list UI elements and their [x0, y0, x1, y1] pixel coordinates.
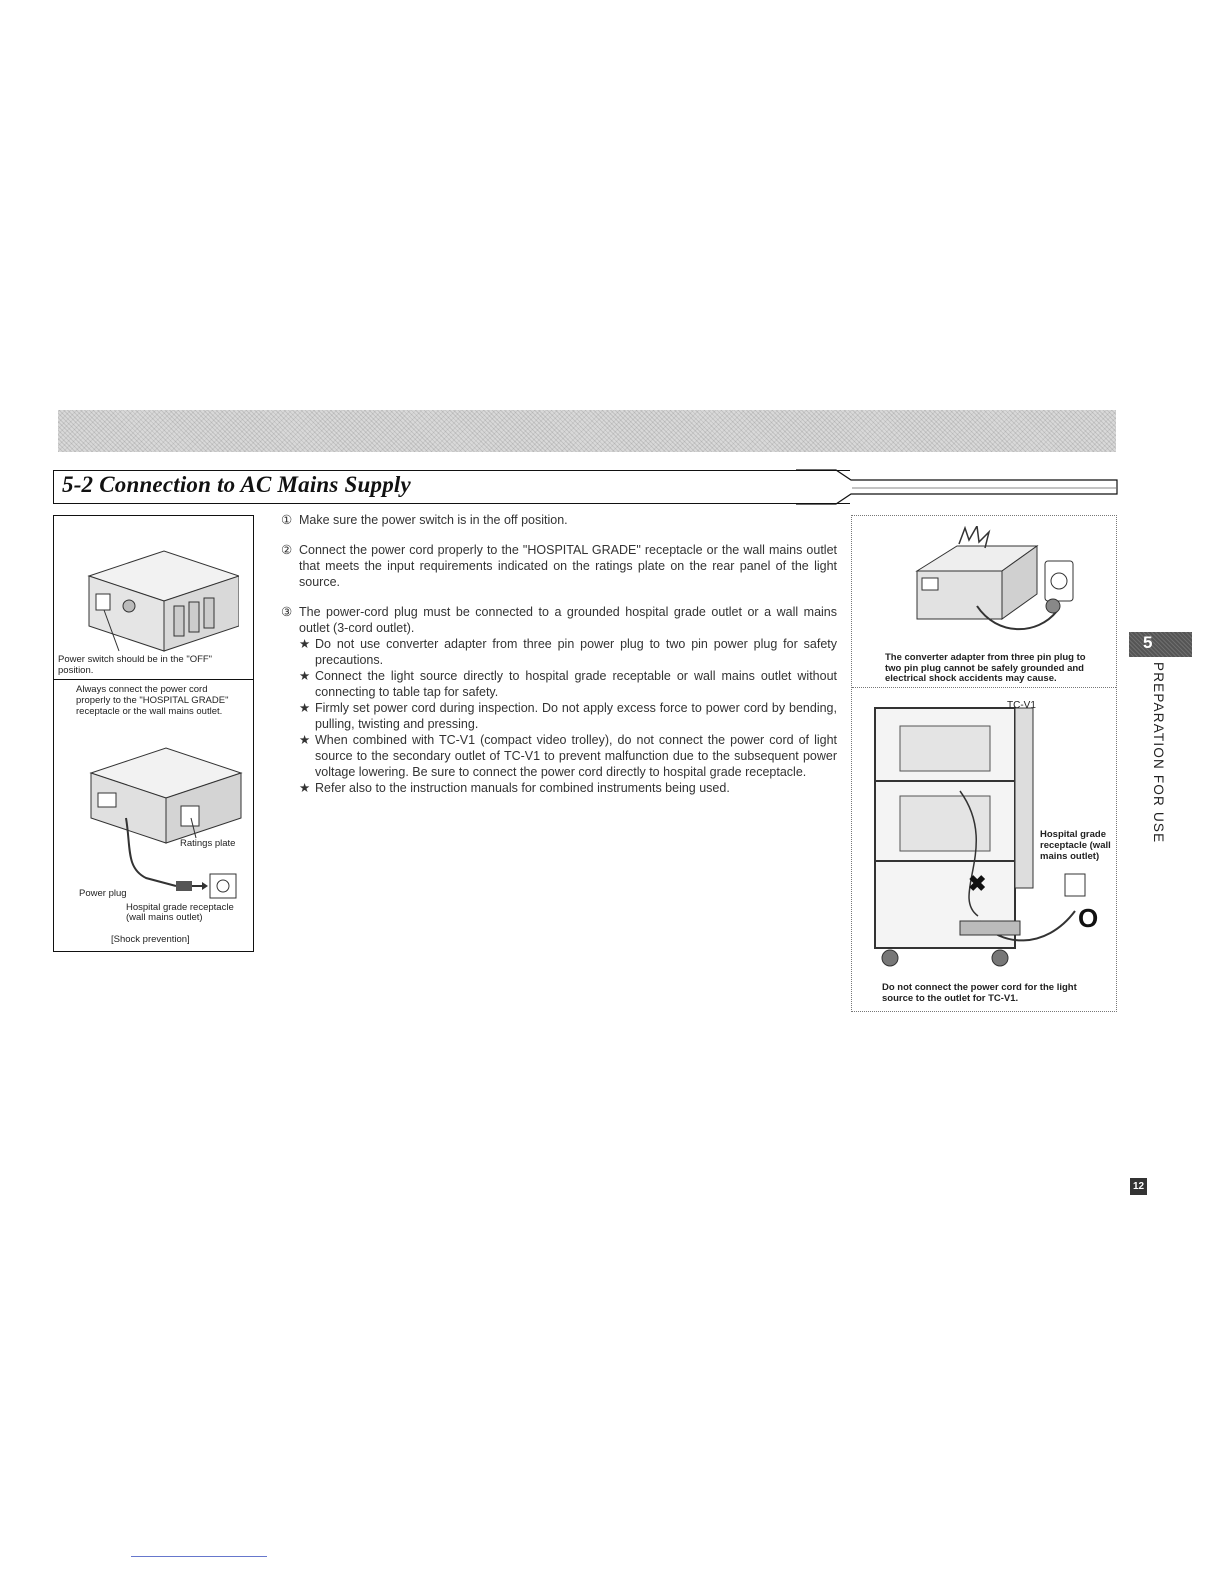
step-number: ③: [281, 605, 293, 619]
light-source-rear-illustration: [76, 738, 246, 908]
section-title-arrow: [796, 468, 1121, 508]
step-3: [281, 604, 837, 636]
instructions: [281, 512, 837, 796]
step-text: Make sure the power switch is in the off position.: [299, 513, 568, 527]
label-receptacle-2: (wall mains outlet): [126, 912, 203, 923]
label-hospital-grade: Hospital grade receptacle (wall mains outlet): [1040, 829, 1111, 862]
chapter-number: 5: [1143, 633, 1153, 652]
bullet-text: Firmly set power cord during inspection. Do not apply excess force to power cord by bending, pulling, twisting and pressing.: [315, 701, 837, 731]
page-number: 12: [1130, 1178, 1147, 1195]
light-source-front-illustration: [74, 536, 239, 654]
panel-divider: [54, 679, 253, 680]
step-text: The power-cord plug must be connected to a grounded hospital grade outlet or a wall mains outlet (3-cord outlet).: [299, 605, 837, 635]
label-ratings-plate: Ratings plate: [180, 838, 236, 849]
label-receptacle-1: Hospital grade receptacle: [126, 902, 234, 913]
star-icon: ★: [299, 733, 311, 747]
chapter-title: PREPARATION FOR USE: [1151, 662, 1166, 844]
caption-connect: Always connect the power cord properly to the "HOSPITAL GRADE" receptacle or the wall mains outlet.: [76, 684, 229, 717]
step-text: Connect the power cord properly to the "HOSPITAL GRADE" receptacle or the wall mains outlet that meets the input requirements indicated on the ratings plate on the rear panel of the light source.: [299, 543, 837, 589]
bullet-text: Do not use converter adapter from three pin power plug to two pin power plug for safety precautions.: [315, 637, 837, 667]
correct-mark: O: [1078, 903, 1099, 933]
star-icon: ★: [299, 669, 311, 683]
bullet-text: Connect the light source directly to hospital grade receptable or wall mains outlet without connecting to table tap for safety.: [315, 669, 837, 699]
star-icon: ★: [299, 781, 311, 795]
caption-converter: The converter adapter from three pin plug to two pin plug cannot be safely grounded and electrical shock accidents may cause.: [885, 652, 1086, 684]
bullet-text: When combined with TC-V1 (compact video trolley), do not connect the power cord of light source to the secondary outlet of TC-V1 to prevent malfunction due to the subsequent power voltage lowering. Be sure to connect the power cord directly to hospital grade receptacle.: [315, 733, 837, 779]
bullet-text: Refer also to the instruction manuals for combined instruments being used.: [315, 781, 730, 795]
panel-divider: [852, 687, 1116, 688]
left-illustration-panel: [53, 515, 254, 952]
bullet-item: [281, 780, 837, 796]
star-icon: ★: [299, 637, 311, 651]
bullet-item: [281, 636, 837, 668]
label-tcv1: TC-V1: [1007, 700, 1036, 711]
bullet-item: [281, 700, 837, 732]
step-number: ①: [281, 513, 293, 527]
right-illustration-panel: [851, 515, 1117, 1012]
header-band: [58, 410, 1116, 452]
step-number: ②: [281, 543, 293, 557]
step-2: [281, 542, 837, 590]
bullet-item: [281, 668, 837, 700]
prohibited-mark: ✖: [968, 871, 987, 896]
caption-do-not-connect: Do not connect the power cord for the light source to the outlet for TC-V1.: [882, 982, 1077, 1004]
bullet-item: [281, 732, 837, 780]
chapter-tab: [1129, 632, 1192, 657]
label-power-plug: Power plug: [79, 888, 127, 899]
star-icon: ★: [299, 701, 311, 715]
converter-adapter-illustration: [907, 526, 1107, 636]
label-shock-prevention: [Shock prevention]: [111, 934, 190, 945]
caption-power-switch: Power switch should be in the "OFF" position.: [58, 654, 213, 676]
footer-line: [131, 1556, 267, 1557]
step-1: [281, 512, 837, 528]
section-title: 5-2 Connection to AC Mains Supply: [62, 472, 411, 497]
